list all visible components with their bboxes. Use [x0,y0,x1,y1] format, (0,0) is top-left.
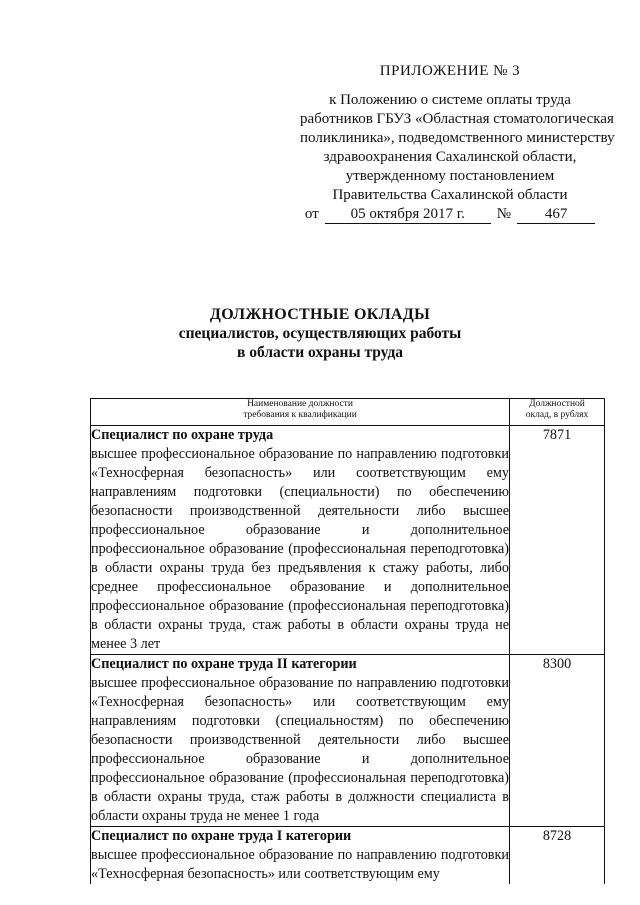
appendix-line: здравоохранения Сахалинской области, [323,149,577,165]
table-header-row [91,399,605,426]
heading-line-3: в области охраны труда [236,344,404,361]
document-heading [0,305,640,362]
appendix-line: поликлиника», подведомственного министерству [300,130,615,146]
table-row [91,827,605,885]
salary-table [90,398,605,884]
header-position-line-1: Наименование должности [247,399,353,409]
position-title: Специалист по охране труда [91,427,274,443]
position-requirements: высшее профессиональное образование по направлению подготовки «Техносферная безопасность» или соответствующим ему направлениям подготовки (специальностям) по обеспечению безопасности производственной деятельности либо высшее профессиональное образование и дополнительное профессиональное образование (профессиональная переподготовка) в области охраны труда, стаж работы в должности специалиста в области охраны труда не менее 1 года [91,675,509,824]
from-label: от [304,206,319,222]
appendix-line: утвержденному постановлением [345,168,555,184]
header-position-line-2: требования к квалификации [243,410,357,420]
resolution-date: 05 октября 2017 г. [325,206,491,224]
heading-line-2: специалистов, осуществляющих работы [178,325,462,342]
appendix-block [300,62,615,224]
table-row [91,426,605,655]
position-title: Специалист по охране труда I категории [91,828,352,844]
header-salary-line-2: оклад, в рублях [525,410,589,420]
position-title: Специалист по охране труда II категории [91,656,357,672]
salary-cell: 7871 [510,426,605,655]
position-cell [91,827,510,885]
appendix-line: к Положению о системе оплаты труда [329,92,571,108]
heading-title: ДОЛЖНОСТНЫЕ ОКЛАДЫ [209,306,431,323]
resolution-number: 467 [517,206,595,224]
salary-cell: 8728 [510,827,605,885]
appendix-title: ПРИЛОЖЕНИЕ № 3 [379,63,521,79]
appendix-date-row [300,205,600,224]
position-cell [91,426,510,655]
header-salary [510,399,605,426]
number-label: № [496,206,512,222]
header-salary-line-1: Должностной [529,399,585,409]
position-cell [91,655,510,827]
position-requirements: высшее профессиональное образование по направлению подготовки «Техносферная безопасность» или соответствующим ему [91,847,509,882]
header-position [91,399,510,426]
appendix-line: Правительства Сахалинской области [332,187,568,203]
position-requirements: высшее профессиональное образование по направлению подготовки «Техносферная безопасность» или соответствующим ему направлениям подготовки (специальности) по обеспечению безопасности производственной деятельности либо высшее профессиональное образование и дополнительное профессиональное образование (профессиональная переподготовка) в области охраны труда без предъявления к стажу работы, либо среднее профессиональное образование и дополнительное профессиональное образование (профессиональная переподготовка) в области охраны труда, стаж работы в области охраны труда не менее 3 лет [91,446,509,652]
appendix-line: работников ГБУЗ «Областная стоматологическая [300,111,614,127]
table-row [91,655,605,827]
salary-cell: 8300 [510,655,605,827]
